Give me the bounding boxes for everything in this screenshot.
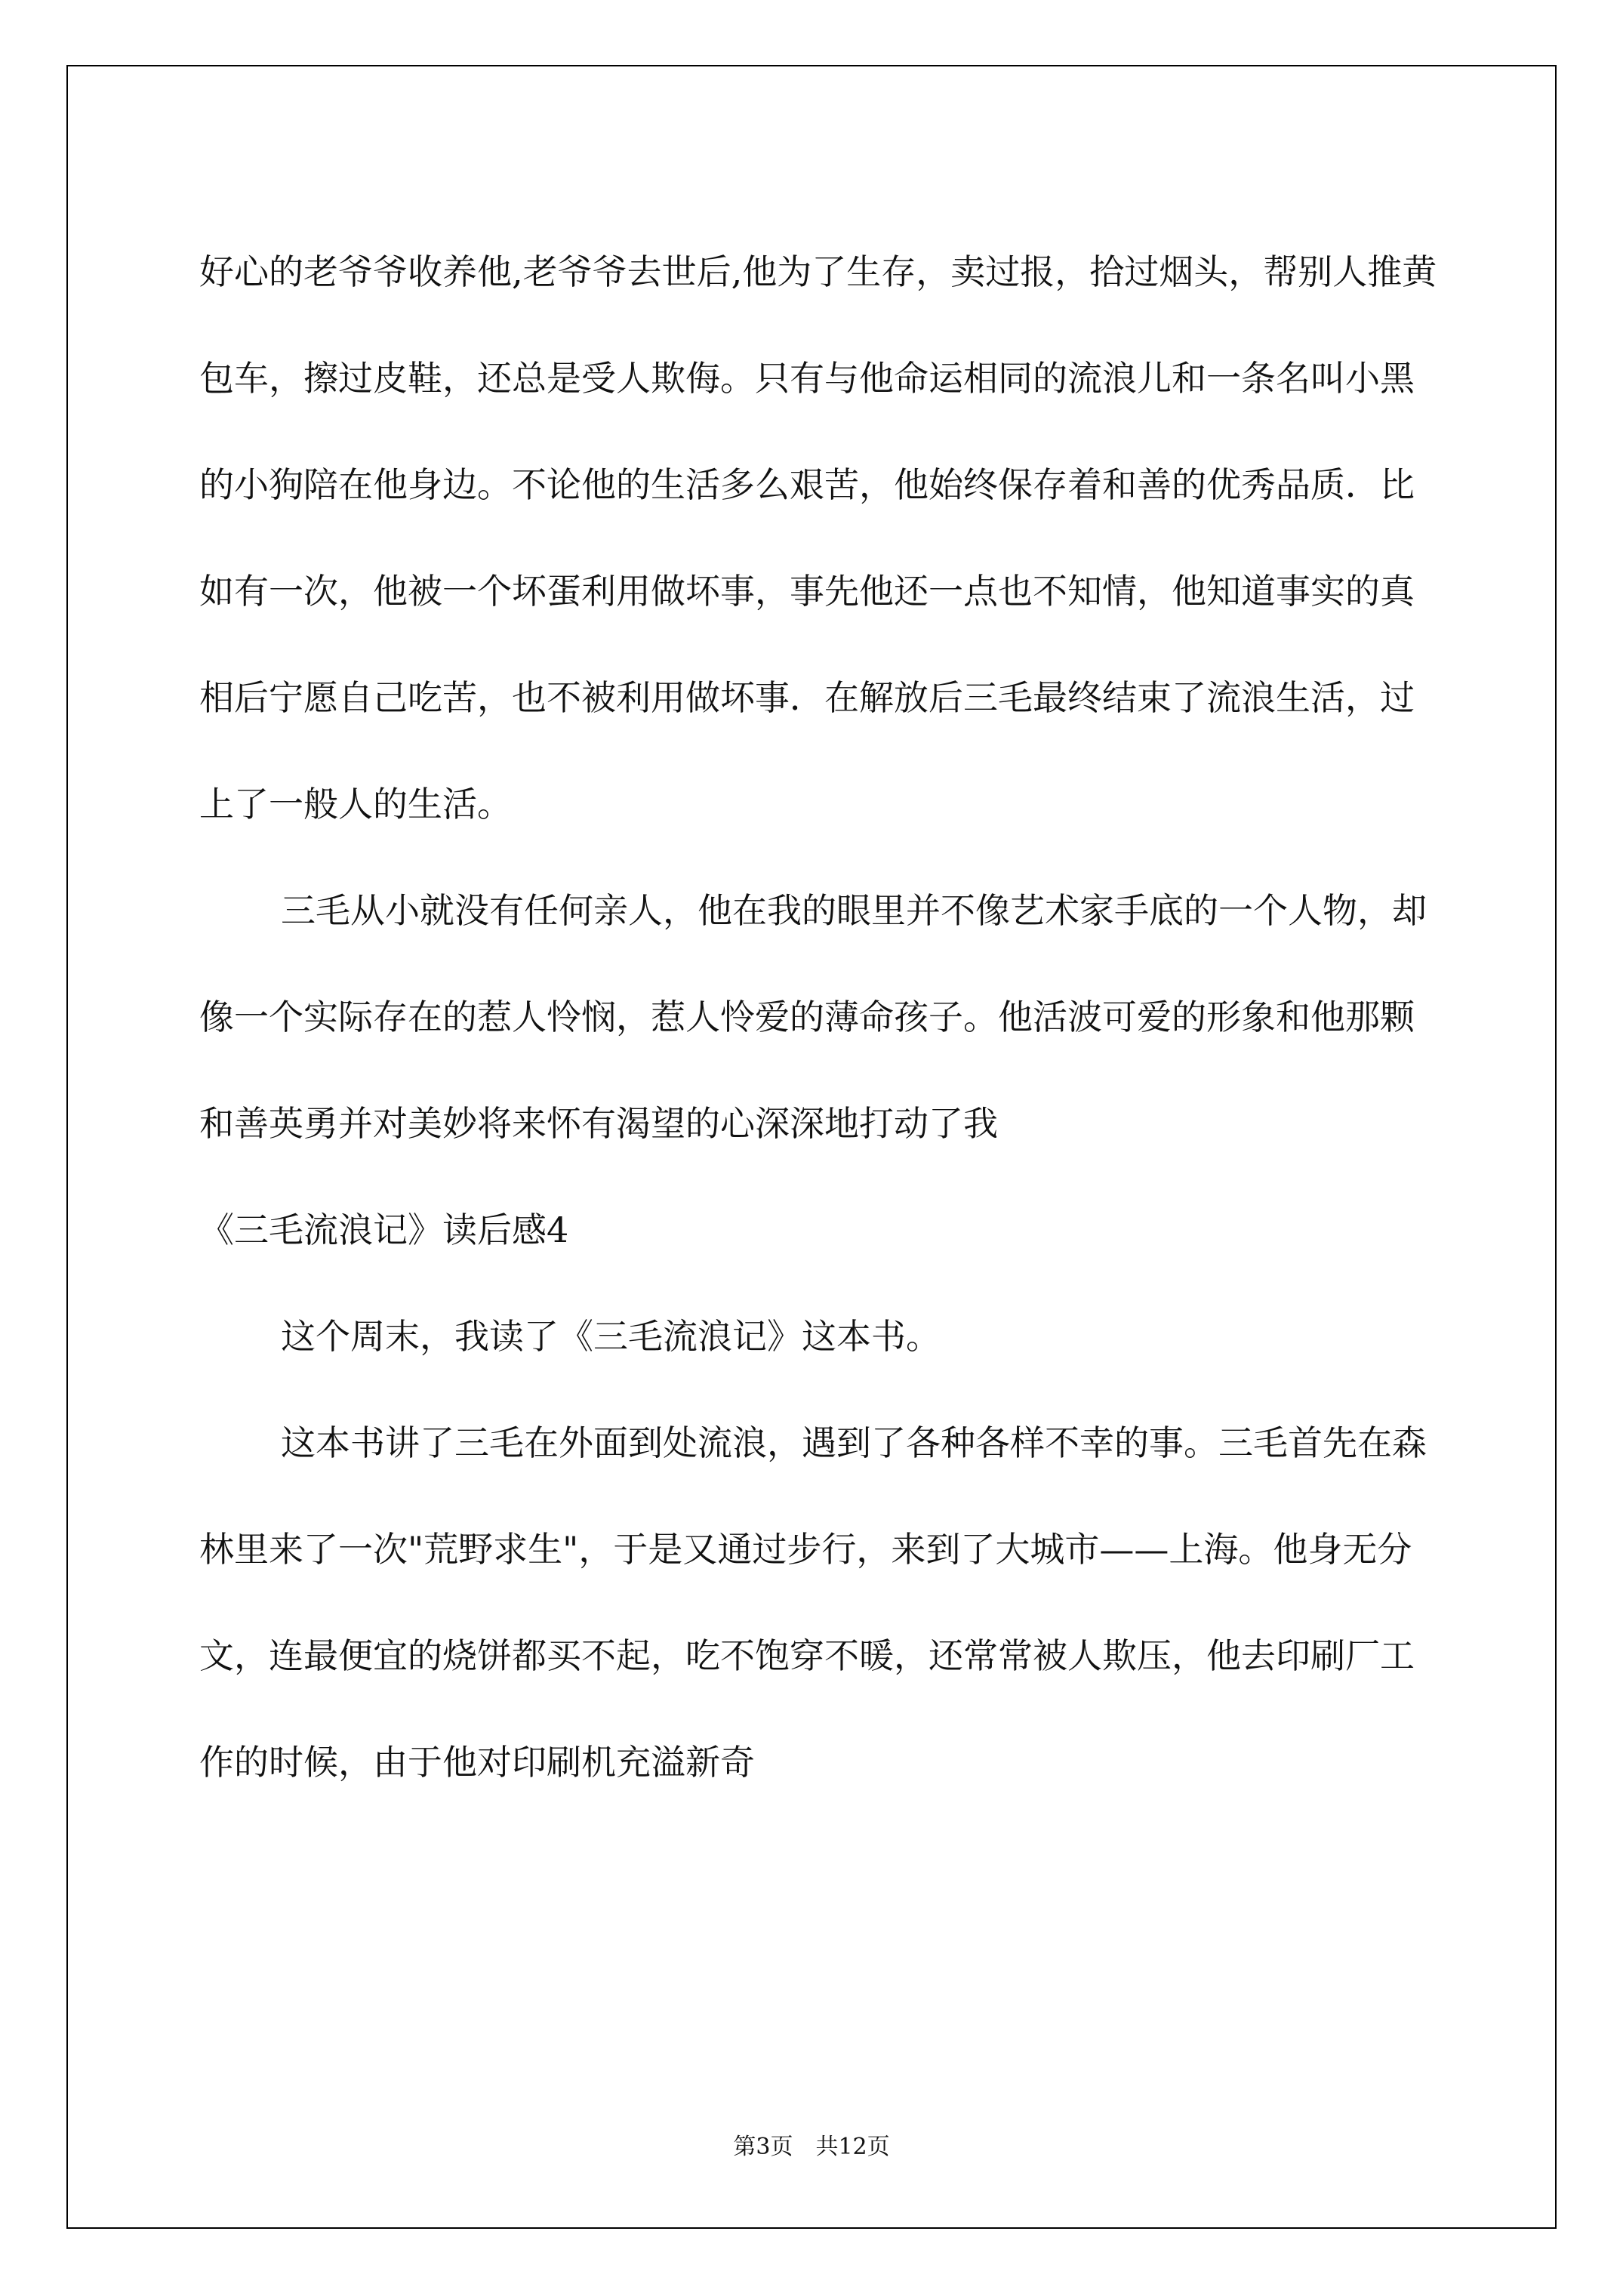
paragraph: 三毛从小就没有任何亲人，他在我的眼里并不像艺术家手底的一个人物，却像一个实际存在的惹人怜悯，惹人怜爱的薄命孩子。他活波可爱的形象和他那颗和善英勇并对美妙将来怀有渴望的心深深地打动了我 (199, 890, 1427, 1144)
page-number-footer: 第3页 共12页 (733, 2134, 890, 2160)
section-heading: 《三毛流浪记》读后感4 (199, 1210, 569, 1250)
paragraph: 这个周末，我读了《三毛流浪记》这本书。 (281, 1316, 941, 1357)
paragraph: 这本书讲了三毛在外面到处流浪，遇到了各种各样不幸的事。三毛首先在森林里来了一次"荒野求生"，于是又通过步行，来到了大城市——上海。他身无分文，连最便宜的烧饼都买不起，吃不饱穿不暖，还常常被人欺压，他去印刷厂工作的时候，由于他对印刷机充溢新奇 (199, 1422, 1427, 1783)
paragraph: 好心的老爷爷收养他,老爷爷去世后,他为了生存，卖过报，拾过烟头，帮别人推黄包车，擦过皮鞋，还总是受人欺侮。只有与他命运相同的流浪儿和一条名叫小黑的小狗陪在他身边。不论他的生活多么艰苦，他始终保存着和善的优秀品质．比如有一次，他被一个坏蛋利用做坏事，事先他还一点也不知情，他知道事实的真相后宁愿自己吃苦，也不被利用做坏事．在解放后三毛最终结束了流浪生活，过上了一般人的生活。 (199, 251, 1437, 824)
document-body (199, 219, 1445, 1816)
